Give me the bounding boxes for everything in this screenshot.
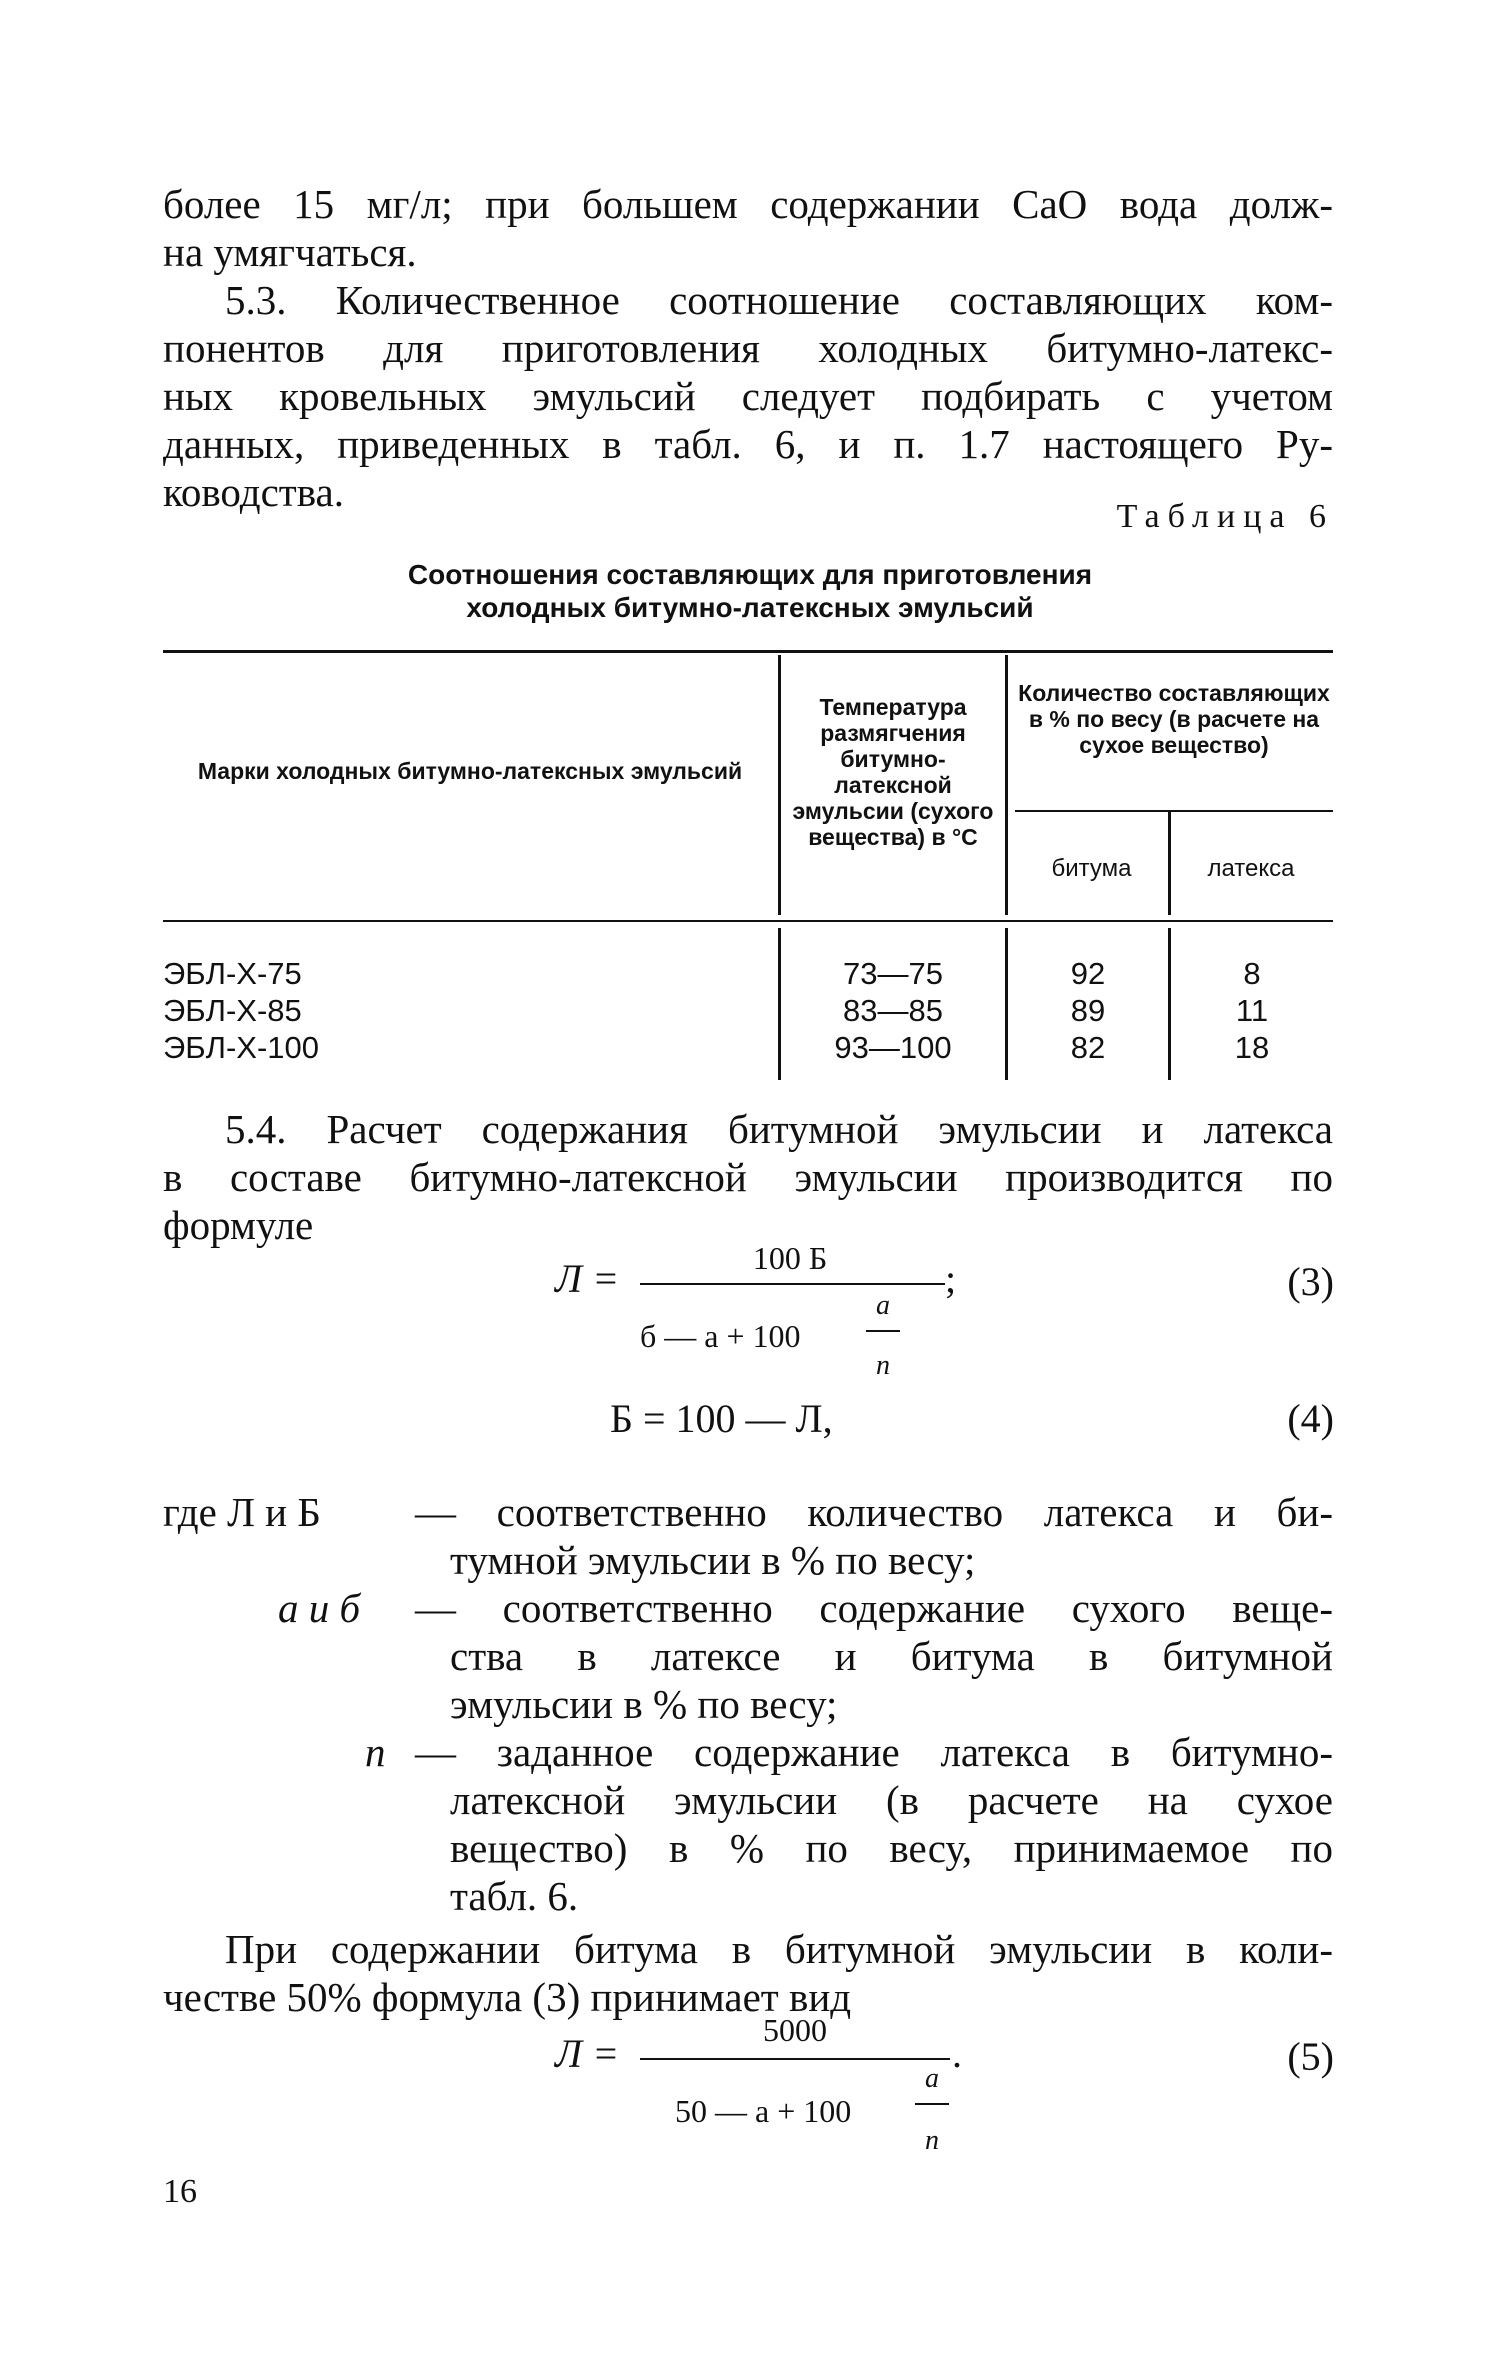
- formula-5-numerator: 5000: [763, 2012, 827, 2048]
- section-5-3-line-1: 5.3. Количественное соотношение составляющих ком-: [225, 277, 1333, 323]
- section-5-3-line-2: понентов для приготовления холодных битумно-латекс-: [163, 325, 1333, 371]
- definition-2-line-1: — соответственно содержание сухого веще-: [415, 1585, 1333, 1631]
- table-label: Таблица 6: [1116, 498, 1334, 535]
- table-row-2-mark: ЭБЛ-Х-85: [163, 993, 302, 1028]
- formula-5-denominator: 50 — a + 100: [675, 2093, 852, 2129]
- table-row-3-mark: ЭБЛ-Х-100: [163, 1030, 320, 1065]
- intro-line-2: на умягчаться.: [163, 229, 417, 275]
- section-after-line-1: При содержании битума в битумной эмульсии в коли-: [225, 1926, 1333, 1972]
- section-5-3-line-3: ных кровельных эмульсий следует подбирать с учетом: [163, 373, 1333, 419]
- table-row-1-temp: 73—75: [843, 956, 943, 991]
- definition-3-symbol: n: [365, 1729, 386, 1775]
- table-row-2-bitumen: 89: [1070, 993, 1106, 1028]
- section-5-4-line-2: в составе битумно-латексной эмульсии производится по: [163, 1154, 1333, 1200]
- definition-2-line-3: эмульсии в % по весу;: [450, 1681, 838, 1727]
- table-caption-line-2: холодных битумно-латексных эмульсий: [466, 592, 1034, 623]
- formula-3-small-bar: [866, 1330, 900, 1332]
- table-row-1-latex: 8: [1243, 956, 1261, 991]
- table-row-1-mark: ЭБЛ-Х-75: [163, 956, 302, 991]
- section-after-line-2: честве 50% формула (3) принимает вид: [163, 1974, 852, 2020]
- formula-5-small-numerator: a: [925, 2063, 939, 2094]
- section-5-3-line-5: ководства.: [163, 469, 344, 515]
- section-5-4-line-1: 5.4. Расчет содержания битумной эмульсии и латекса: [225, 1106, 1333, 1152]
- section-5-4-line-3: формуле: [163, 1202, 314, 1248]
- formula-3-fraction-bar: [640, 1283, 945, 1285]
- table-caption-line-1: Соотношения составляющих для приготовления: [407, 559, 1093, 590]
- table-vline-1: [778, 655, 781, 915]
- definition-1-symbol: где Л и Б: [163, 1489, 321, 1535]
- formula-3-numerator: 100 Б: [752, 1240, 828, 1276]
- table-subheader-rule: [1015, 810, 1333, 812]
- table-row-3-temp: 93—100: [834, 1030, 952, 1065]
- table-header-temperature: Температура размягчения битумно-латексной эмульсии (сухого вещества) в °С: [792, 694, 994, 850]
- table-row-2-latex: 11: [1235, 993, 1269, 1028]
- table-header-latex: латекса: [1207, 855, 1295, 882]
- formula-5-fraction-bar: [640, 2058, 950, 2060]
- formula-5-small-denominator: n: [925, 2125, 939, 2156]
- table-row-3-latex: 18: [1234, 1030, 1270, 1065]
- table-header-rule: [163, 920, 1333, 922]
- definition-3-line-4: табл. 6.: [450, 1873, 579, 1919]
- section-5-3-line-4: данных, приведенных в табл. 6, и п. 1.7 настоящего Ру-: [163, 421, 1333, 467]
- intro-line-1: более 15 мг/л; при большем содержании CaO вода долж-: [163, 181, 1333, 227]
- table-vline-2: [1005, 655, 1008, 915]
- table-top-rule: [163, 650, 1333, 653]
- table-row-2-temp: 83—85: [843, 993, 943, 1028]
- formula-4: Б = 100 — Л,: [610, 1396, 833, 1441]
- formula-3-number: (3): [1287, 1259, 1334, 1304]
- definition-1-line-1: — соответственно количество латекса и би-: [415, 1489, 1333, 1535]
- table-row-1-bitumen: 92: [1070, 956, 1106, 991]
- page-number: 16: [163, 2173, 197, 2210]
- formula-3-small-denominator: n: [876, 1350, 890, 1381]
- table-header-marks: Марки холодных битумно-латексных эмульсий: [197, 758, 743, 784]
- definition-3-line-1: — заданное содержание латекса в битумно-: [415, 1729, 1333, 1775]
- formula-5-small-bar: [915, 2103, 949, 2105]
- formula-5-tail: .: [952, 2031, 962, 2076]
- formula-5-number: (5): [1287, 2034, 1334, 2079]
- formula-3-lhs: Л =: [555, 1256, 620, 1301]
- formula-5-lhs: Л =: [555, 2031, 620, 2076]
- definition-2-line-2: ства в латексе и битума в битумной: [450, 1633, 1333, 1679]
- table-header-quantity: Количество составляющих в % по весу (в расчете на сухое вещество): [1018, 680, 1330, 758]
- definition-3-line-3: вещество) в % по весу, принимаемое по: [450, 1825, 1333, 1871]
- formula-3-denominator: б — a + 100: [640, 1318, 801, 1354]
- formula-4-number: (4): [1287, 1396, 1334, 1441]
- formula-3-small-numerator: a: [876, 1290, 890, 1321]
- definition-3-line-2: латексной эмульсии (в расчете на сухое: [450, 1777, 1333, 1823]
- table-row-3-bitumen: 82: [1070, 1030, 1106, 1065]
- definition-1-line-2: тумной эмульсии в % по весу;: [450, 1537, 976, 1583]
- definition-2-symbol: а и б: [278, 1585, 361, 1631]
- formula-3-tail: ;: [945, 1256, 957, 1301]
- table-header-bitumen: битума: [1051, 855, 1132, 882]
